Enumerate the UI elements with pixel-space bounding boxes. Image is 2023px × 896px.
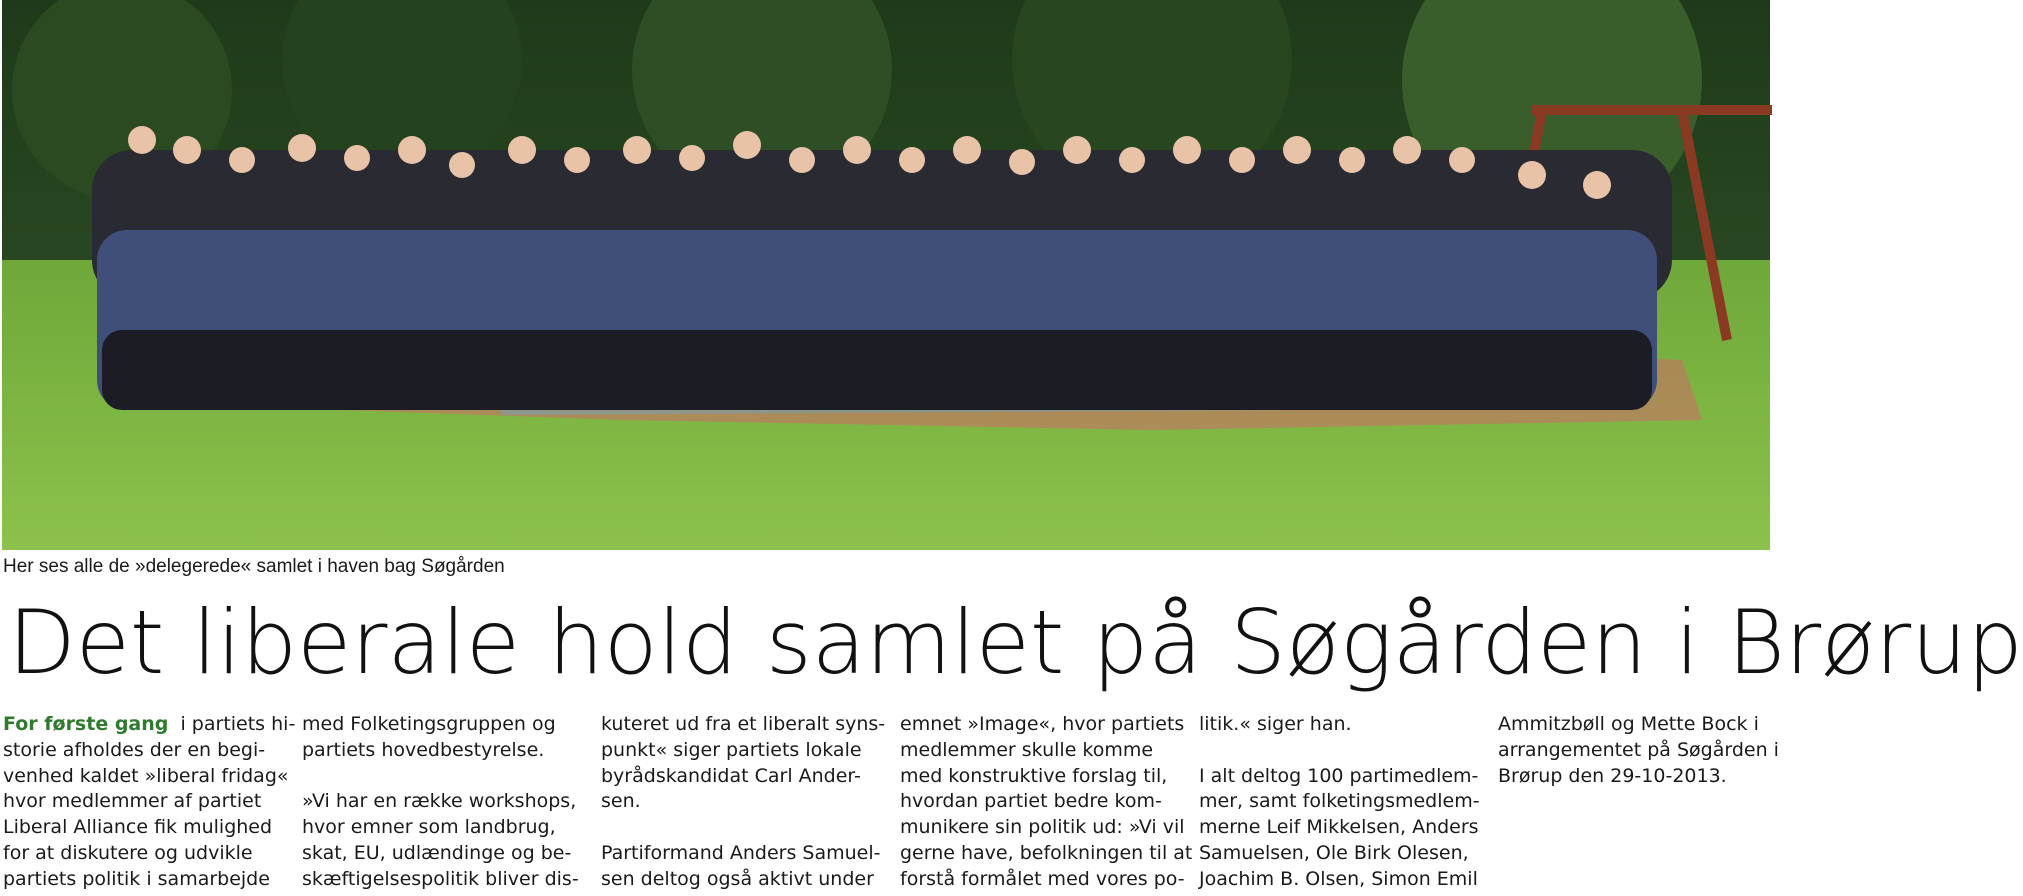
paragraph-break [302,764,582,790]
article-line: munikere sin politik ud: »Vi vil [900,816,1185,839]
article-line: punkt« siger partiets lokale [601,738,862,761]
article-lead: For første gang [3,713,169,735]
article-line: emnet »Image«, hvor partiets [900,713,1185,735]
paragraph-break [1199,738,1479,764]
photo-caption: Her ses alle de »delegerede« samlet i haven bag Søgården [3,556,505,577]
group-photo [2,0,1770,550]
article-line: med konstruktive forslag til, [900,764,1168,787]
article-line: byrådskandidat Carl Ander- [601,764,861,787]
article-column-1 [3,712,296,893]
article-line: medlemmer skulle komme [900,738,1154,761]
article-line: skæftigelsespolitik bliver dis- [302,867,579,890]
article-line: venhed kaldet »liberal fridag« [3,764,289,787]
article-line: partiets hovedbestyrelse. [302,738,545,761]
article-line: forstå formålet med vores po- [900,867,1185,890]
article-line: Samuelsen, Ole Birk Olesen, [1199,841,1469,864]
article-column-6 [1498,712,1778,789]
article-line: hvordan partiet bedre kom- [900,790,1162,813]
article-line: sen. [601,790,641,813]
article-line: gerne have, befolkningen til at [900,841,1193,864]
article-line: Joachim B. Olsen, Simon Emil [1199,867,1478,890]
article-line: arrangementet på Søgården i [1498,738,1779,761]
article-line: sen deltog også aktivt under [601,867,874,890]
article-line: mer, samt folketingsmedlem- [1199,790,1480,813]
article-line: skat, EU, udlændinge og be- [302,841,572,864]
article-column-3 [601,712,886,893]
article-line: »Vi har en række workshops, [302,790,577,813]
article-line: Brørup den 29-10-2013. [1498,764,1727,787]
article-line: merne Leif Mikkelsen, Anders [1199,816,1479,839]
article-line: storie afholdes der en begi- [3,738,266,761]
article-line: Liberal Alliance fik mulighed [3,816,273,839]
article-line: for at diskutere og udvikle [3,841,253,864]
article-column-4 [900,712,1193,893]
article-line: hvor medlemmer af partiet [3,790,262,813]
article-line: Ammitzbøll og Mette Bock i [1498,713,1759,735]
article-line: litik.« siger han. [1199,713,1352,735]
article-headline: Det liberale hold samlet på Søgården i Brørup [8,591,2023,694]
article-column-5 [1199,712,1479,893]
article-line: Partiformand Anders Samuel- [601,841,881,864]
article-line: I alt deltog 100 partimedlem- [1199,764,1479,787]
article-line: kuteret ud fra et liberalt syns- [601,713,886,735]
paragraph-break [601,815,881,841]
article-line: med Folketingsgruppen og [302,713,556,735]
article-line: i partiets hi- [180,713,296,735]
article-line: partiets politik i samarbejde [3,867,270,890]
article-line: hvor emner som landbrug, [302,816,556,839]
article-column-2 [302,712,582,893]
group-photo-illustration [2,0,1770,550]
